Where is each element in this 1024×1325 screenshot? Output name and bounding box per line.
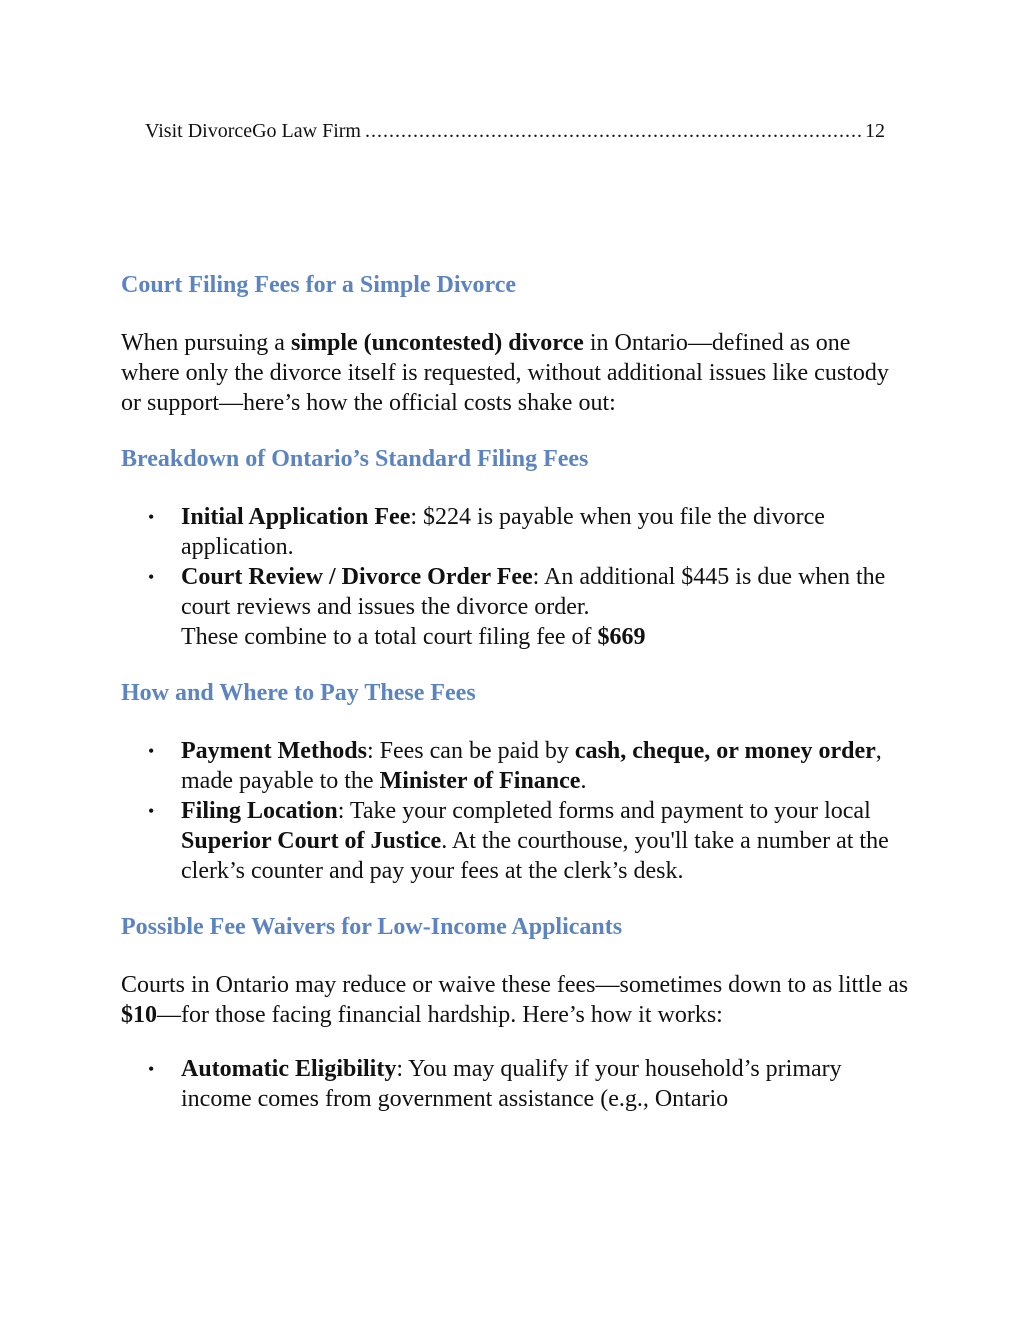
heading-breakdown: Breakdown of Ontario’s Standard Filing Fees [121,446,589,472]
list-item: • Initial Application Fee: $224 is payable when you file the divorce application. [121,502,911,562]
heading-fee-waivers: Possible Fee Waivers for Low-Income Applicants [121,914,623,940]
toc-entry-title: Visit DivorceGo Law Firm [145,120,361,142]
list-item: • Automatic Eligibility: You may qualify if your household’s primary income comes from government assistance (e.g., Ontario [121,1054,911,1114]
heading-how-to-pay: How and Where to Pay These Fees [121,680,476,706]
breakdown-list [121,502,911,652]
toc-entry[interactable] [145,120,885,143]
list-item: • Court Review / Divorce Order Fee: An additional $445 is due when the court reviews and issues the divorce order. These combine to a total court filing fee of $669 [121,562,911,652]
waiver-paragraph: Courts in Ontario may reduce or waive these fees—sometimes down to as little as $10—for those facing financial hardship. Here’s how it works: [121,972,909,1028]
list-item: • Payment Methods: Fees can be paid by cash, cheque, or money order, made payable to the Minister of Finance. [121,736,911,796]
payment-list [121,736,911,886]
heading-court-filing-fees: Court Filing Fees for a Simple Divorce [121,272,517,298]
waiver-list [121,1054,911,1114]
list-item: • Filing Location: Take your completed forms and payment to your local Superior Court of Justice. At the courthouse, you'll take a number at the clerk’s counter and pay your fees at the clerk’s desk. [121,796,911,886]
toc-leader-dots [365,120,861,143]
toc-entry-page: 12 [865,120,885,142]
intro-paragraph: When pursuing a simple (uncontested) divorce in Ontario—defined as one where only the divorce itself is requested, without additional issues like custody or support—here’s how the official costs shake out: [121,330,889,416]
document-body [121,268,911,1114]
